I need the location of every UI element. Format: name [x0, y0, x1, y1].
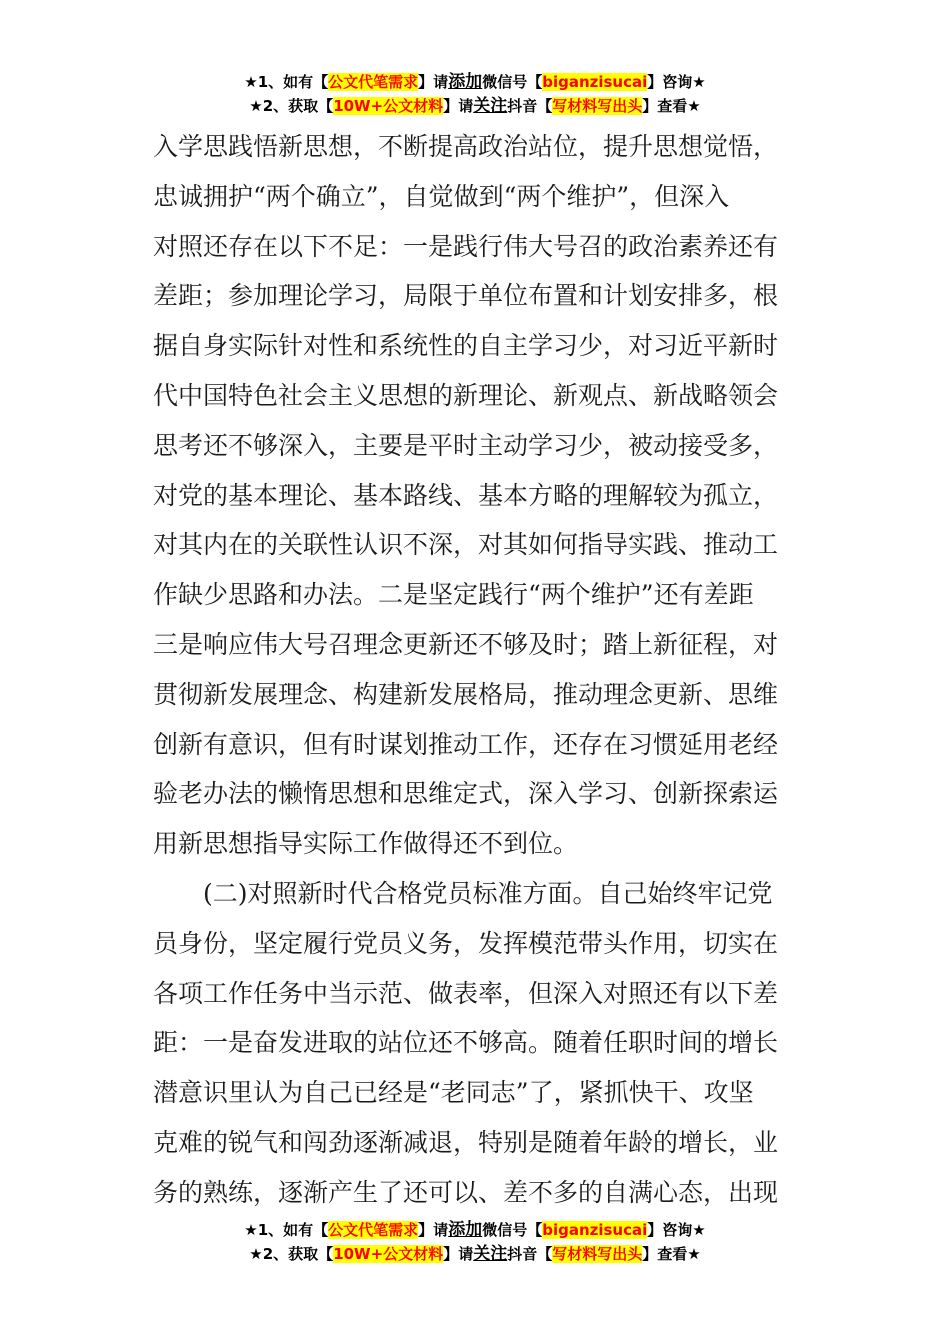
body-line: 据自身实际针对性和系统性的自主学习少，对习近平新时 — [153, 331, 779, 361]
body-line: 潜意识里认为自己已经是“老同志”了，紧抓快干、攻坚 — [153, 1078, 754, 1108]
body-line: 用新思想指导实际工作做得还不到位。 — [153, 829, 579, 859]
footer-line-2-highlight-1: 10W+公文材料 — [333, 1245, 444, 1263]
body-line: 贯彻新发展理念、构建新发展格局，推动理念更新、思维 — [153, 679, 779, 709]
body-line: 三是响应伟大号召理念更新还不够及时；踏上新征程，对 — [153, 629, 779, 659]
footer-line-1-highlight-2: biganzisucai — [542, 1221, 648, 1239]
footer-line-1-highlight-1: 公文代笔需求 — [328, 1221, 419, 1239]
banner-line-2-suffix: 】查看★ — [642, 97, 701, 115]
body-line: 对党的基本理论、基本路线、基本方略的理解较为孤立， — [153, 480, 779, 510]
body-line: 创新有意识，但有时谋划推动工作，还存在习惯延用老经 — [153, 729, 779, 759]
banner-line-2-highlight-1: 10W+公文材料 — [333, 97, 444, 115]
footer-line-1-emphasis: 添加 — [448, 1220, 483, 1240]
banner-line-1-mid-1: 】请 — [418, 73, 449, 91]
body-line: 验老办法的懒惰思想和思维定式，深入学习、创新探索运 — [153, 779, 779, 809]
section-heading-line: (二)对照新时代合格党员标准方面。自己始终牢记党 — [153, 878, 773, 908]
banner-line-1-mid-2: 微信号【 — [482, 73, 543, 91]
banner-line-2-emphasis: 关注 — [473, 96, 508, 116]
body-line: 思考还不够深入，主要是平时主动学习少，被动接受多， — [153, 430, 779, 460]
body-line: 入学思践悟新思想，不断提高政治站位，提升思想觉悟， — [153, 132, 779, 161]
banner-line-1-highlight-2: biganzisucai — [542, 73, 648, 91]
banner-line-1-highlight-1: 公文代笔需求 — [328, 73, 419, 91]
footer-line-2-mid-1: 】请 — [443, 1245, 474, 1263]
footer-line-2-prefix: ★2、获取【 — [249, 1245, 334, 1263]
banner-line-2-mid-1: 】请 — [443, 97, 474, 115]
body-line: 员身份，坚定履行党员义务，发挥模范带头作用，切实在 — [153, 928, 779, 958]
body-line: 克难的锐气和闯劲逐渐减退，特别是随着年龄的增长，业 — [153, 1127, 779, 1157]
footer-line-1 — [0, 1218, 950, 1242]
banner-line-1-emphasis: 添加 — [448, 72, 483, 92]
body-line: 代中国特色社会主义思想的新理论、新观点、新战略领会 — [153, 380, 779, 410]
banner-line-1-suffix: 】咨询★ — [647, 73, 706, 91]
body-line: 对照还存在以下不足：一是践行伟大号召的政治素养还有 — [153, 231, 779, 261]
footer-line-2-suffix: 】查看★ — [642, 1245, 701, 1263]
footer-line-2-highlight-2: 写材料写出头 — [552, 1245, 643, 1263]
document-body — [153, 122, 813, 1218]
banner-line-2-prefix: ★2、获取【 — [249, 97, 334, 115]
body-line: 忠诚拥护“两个确立”，自觉做到“两个维护”，但深入 — [153, 181, 730, 211]
header-banner — [0, 70, 950, 118]
body-line: 对其内在的关联性认识不深，对其如何指导实践、推动工 — [153, 530, 779, 560]
footer-line-1-mid-2: 微信号【 — [482, 1221, 543, 1239]
footer-banner — [0, 1218, 950, 1266]
banner-line-1-prefix: ★1、如有【 — [244, 73, 329, 91]
footer-line-1-suffix: 】咨询★ — [647, 1221, 706, 1239]
footer-line-1-prefix: ★1、如有【 — [244, 1221, 329, 1239]
footer-line-2-mid-2: 抖音【 — [507, 1245, 553, 1263]
body-line: 作缺少思路和办法。二是坚定践行“两个维护”还有差距 — [153, 580, 754, 610]
body-line: 距：一是奋发进取的站位还不够高。随着任职时间的增长 — [153, 1028, 779, 1058]
footer-line-2-emphasis: 关注 — [473, 1244, 508, 1264]
banner-line-2-mid-2: 抖音【 — [507, 97, 553, 115]
body-line: 各项工作任务中当示范、做表率，但深入对照还有以下差 — [153, 978, 779, 1008]
footer-line-1-mid-1: 】请 — [418, 1221, 449, 1239]
body-line: 务的熟练，逐渐产生了还可以、差不多的自满心态，出现 — [153, 1177, 779, 1207]
banner-line-2-highlight-2: 写材料写出头 — [552, 97, 643, 115]
body-line: 差距；参加理论学习，局限于单位布置和计划安排多，根 — [153, 281, 779, 311]
footer-line-2 — [0, 1242, 950, 1266]
banner-line-1 — [0, 70, 950, 94]
banner-line-2 — [0, 94, 950, 118]
